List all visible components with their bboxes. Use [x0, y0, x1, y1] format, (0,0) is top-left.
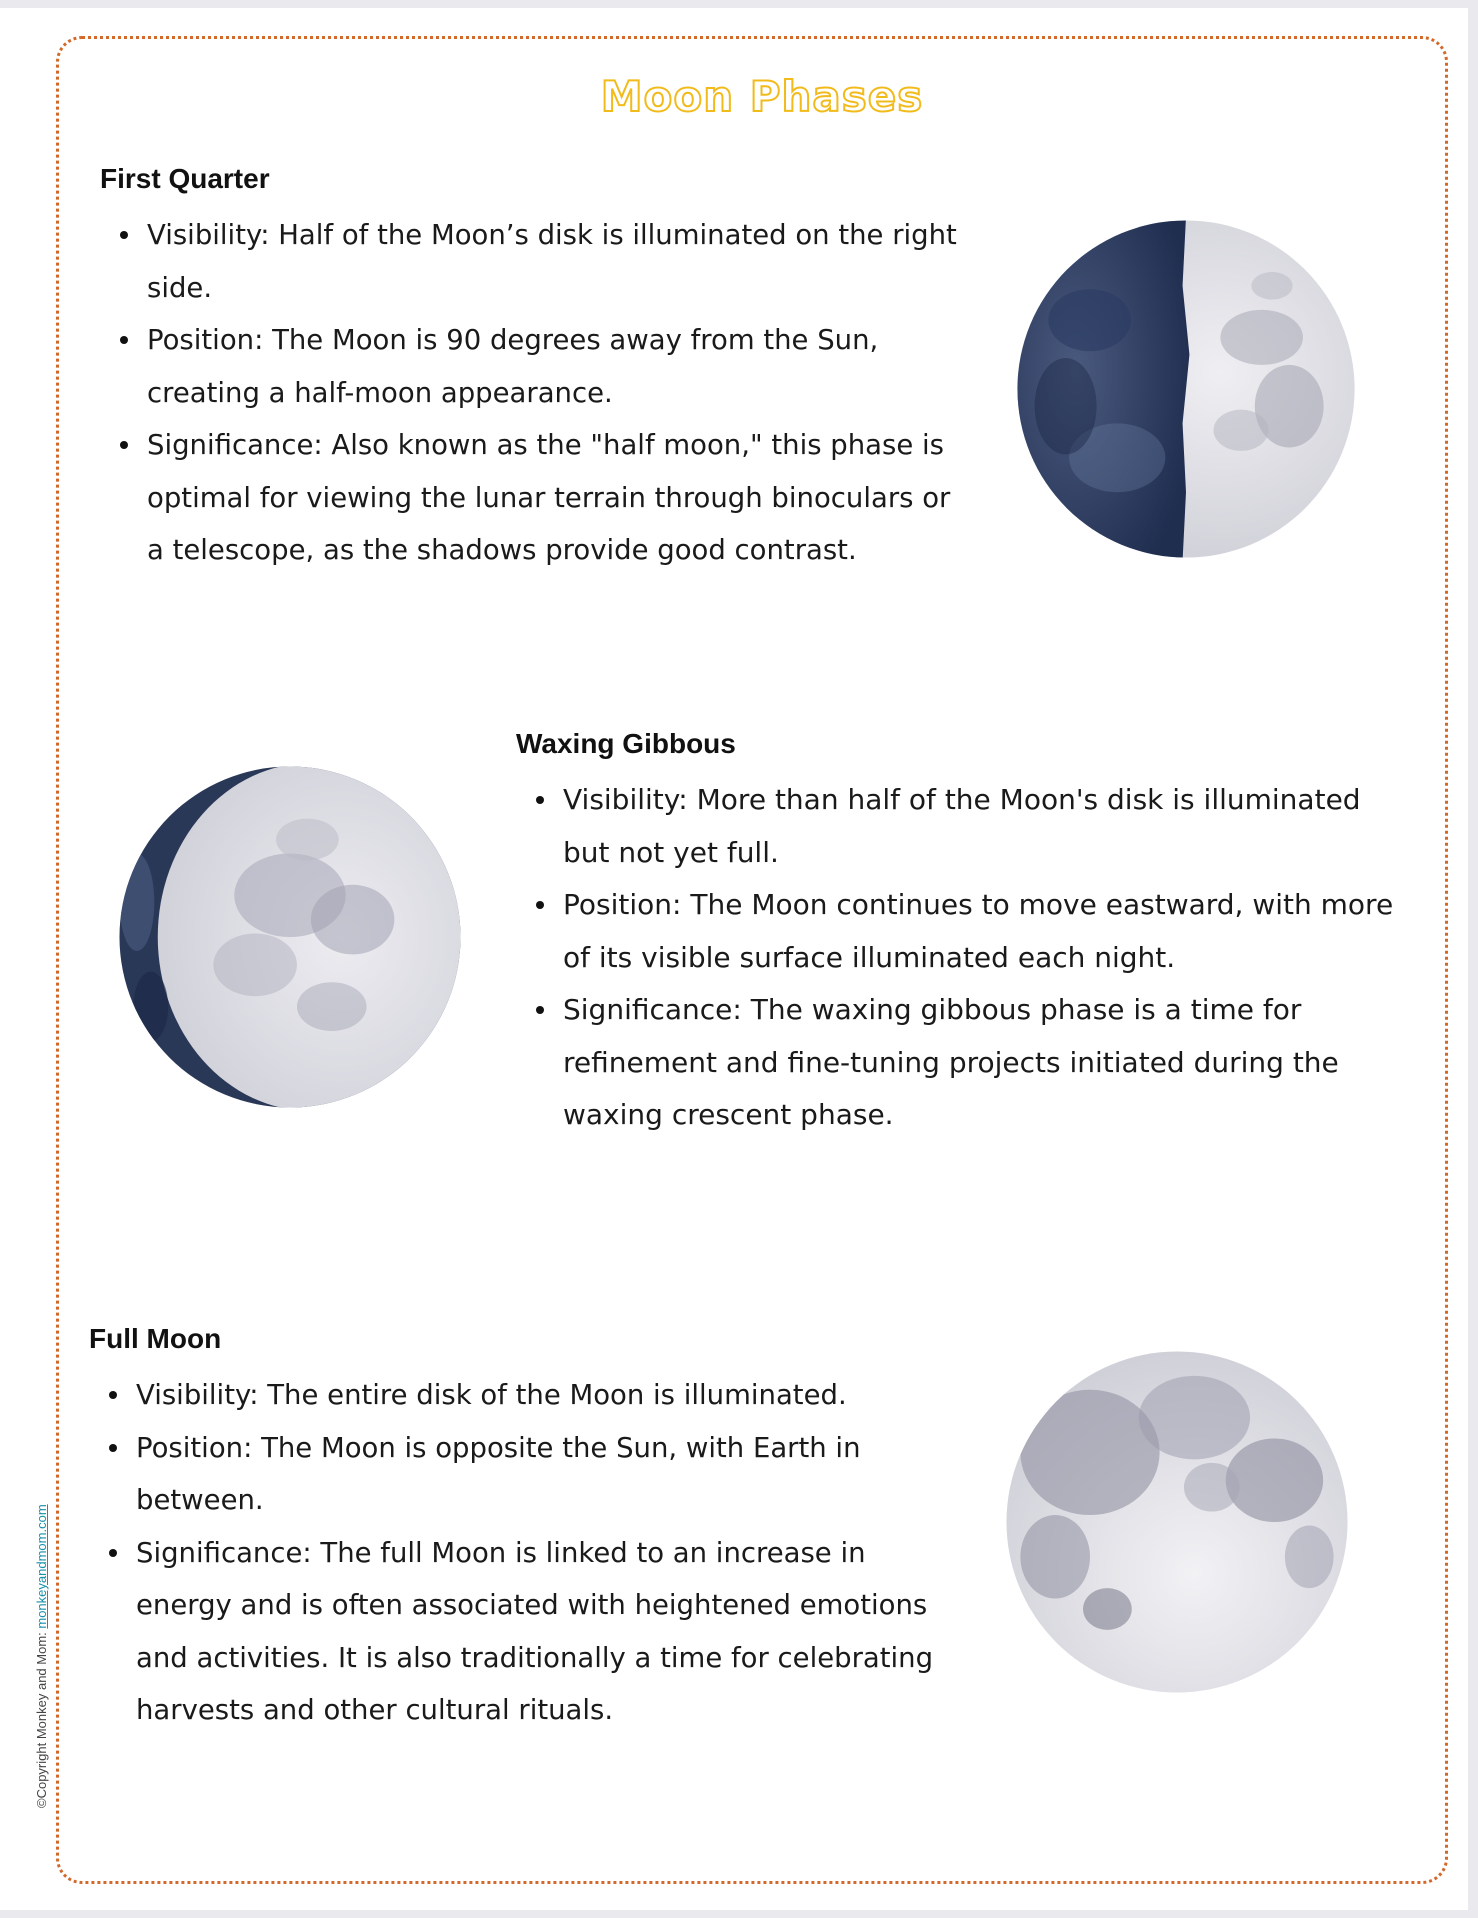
section-first-quarter	[100, 163, 960, 577]
bullet-list	[516, 774, 1396, 1142]
page-title: Moon Phases	[600, 72, 924, 121]
section-heading: Waxing Gibbous	[516, 728, 736, 759]
section-heading: Full Moon	[89, 1323, 222, 1354]
list-item: Visibility: The entire disk of the Moon is illuminated.	[89, 1369, 969, 1422]
list-item: Significance: The waxing gibbous phase is a time for refinement and fine-tuning projects initiated during the waxing crescent phase.	[516, 984, 1396, 1142]
list-item: Position: The Moon is 90 degrees away from the Sun, creating a half-moon appearance.	[100, 314, 960, 419]
list-item: Significance: Also known as the "half moon," this phase is optimal for viewing the lunar terrain through binoculars or a telescope, as the shadows provide good contrast.	[100, 419, 960, 577]
section-waxing-gibbous	[516, 728, 1396, 1142]
website-link[interactable]: monkeyandmom.com	[34, 1504, 49, 1629]
waxing-gibbous-moon-illustration	[116, 763, 464, 1111]
list-item: Visibility: Half of the Moon’s disk is illuminated on the right side.	[100, 209, 960, 314]
copyright-notice	[34, 1504, 49, 1808]
section-heading: First Quarter	[100, 163, 270, 194]
first-quarter-moon-illustration	[1014, 217, 1358, 561]
bullet-list	[100, 209, 960, 577]
copyright-text: ©Copyright Monkey and Mom:	[34, 1628, 49, 1808]
list-item: Position: The Moon is opposite the Sun, with Earth in between.	[89, 1422, 969, 1527]
bullet-list	[89, 1369, 969, 1737]
list-item: Visibility: More than half of the Moon's disk is illuminated but not yet full.	[516, 774, 1396, 879]
section-full-moon	[89, 1323, 969, 1737]
list-item: Significance: The full Moon is linked to an increase in energy and is often associated with heightened emotions and activities. It is also traditionally a time for celebrating harvests and other cultural rituals.	[89, 1527, 969, 1737]
worksheet-page	[0, 8, 1468, 1910]
list-item: Position: The Moon continues to move eastward, with more of its visible surface illuminated each night.	[516, 879, 1396, 984]
full-moon-illustration	[1003, 1348, 1351, 1696]
